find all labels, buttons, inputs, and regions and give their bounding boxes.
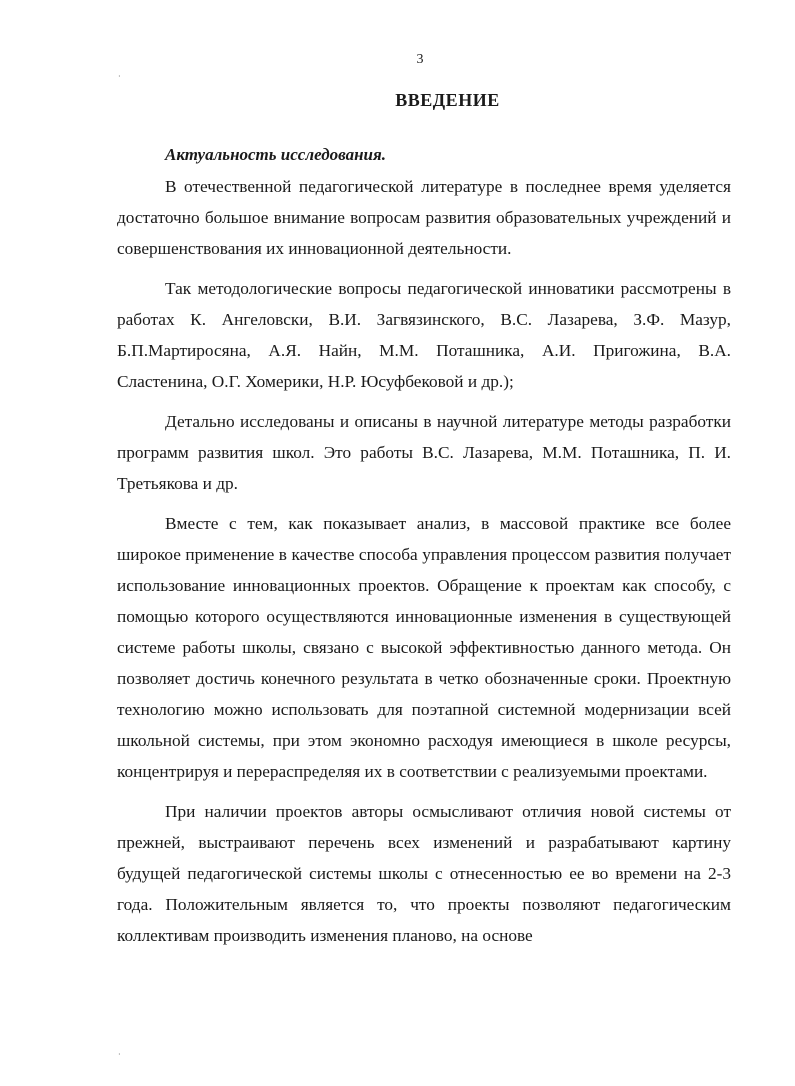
scan-speck: ·: [118, 72, 121, 81]
section-heading: Актуальность исследования.: [165, 145, 386, 164]
page-number: 3: [416, 52, 424, 67]
paragraph-1: В отечественной педагогической литературе в последнее время уделяется достаточно большое внимание вопросам развития образовательных учреждений и совершенствования их инновационной деятельности.: [117, 177, 731, 258]
paragraph-4: Вместе с тем, как показывает анализ, в массовой практике все более широкое применение в качестве способа управления процессом развития получает использование инновационных проектов. Обращение к проектам как способу, с помощью которого осуществляются инновационные изменения в существующей системе работы школы, связано с высокой эффективностью данного метода. Он позволяет достичь конечного результата в четко обозначенные сроки. Проектную технологию можно использовать для поэтапной системной модернизации всей школьной системы, при этом экономно расходуя имеющиеся в школе ресурсы, концентрируя и перераспределяя их в соответствии с реализуемыми проектами.: [117, 514, 731, 781]
page-title: ВВЕДЕНИЕ: [395, 90, 500, 110]
scan-speck: ·: [118, 1050, 121, 1059]
paragraph-3: Детально исследованы и описаны в научной литературе методы разработки программ развития школ. Это работы В.С. Лазарева, М.М. Поташника, П. И. Третьякова и др.: [117, 412, 731, 493]
body-text: [117, 171, 731, 951]
paragraph-2: Так методологические вопросы педагогической инноватики рассмотрены в работах К. Ангеловски, В.И. Загвязинского, В.С. Лазарева, З.Ф. Мазур, Б.П.Мартиросяна, А.Я. Найн, М.М. Поташника, А.И. Пригожина, В.А. Сластенина, О.Г. Хомерики, Н.Р. Юсуфбековой и др.);: [117, 279, 731, 391]
paragraph-5: При наличии проектов авторы осмысливают отличия новой системы от прежней, выстраивают перечень всех изменений и разрабатывают картину будущей педагогической системы школы с отнесенностью ее во времени на 2-3 года. Положительным является то, что проекты позволяют педагогическим коллективам производить изменения планово, на основе: [117, 802, 731, 945]
